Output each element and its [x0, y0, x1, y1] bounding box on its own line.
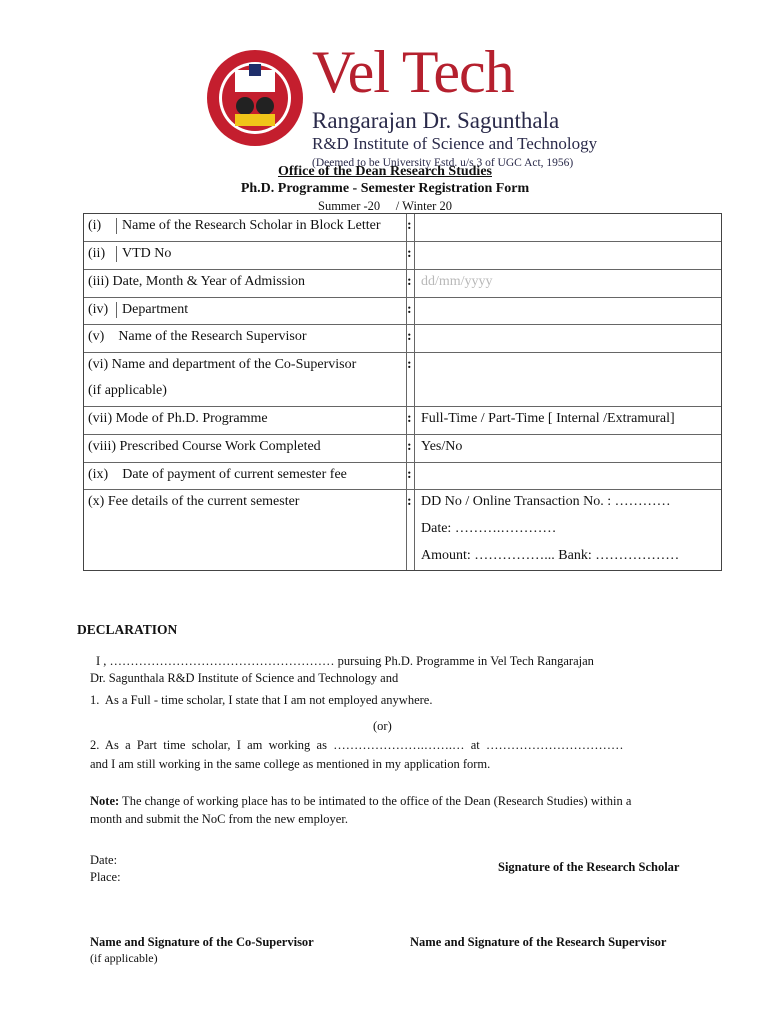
table-row — [84, 298, 721, 325]
table-row — [84, 270, 721, 298]
note-paragraph — [90, 794, 631, 809]
colon: : — [407, 218, 412, 233]
colon: : — [407, 357, 412, 372]
supervisor-signature-label: Name and Signature of the Research Supervisor — [410, 935, 667, 949]
brand-name: Vel Tech — [312, 39, 514, 105]
or-text: (or) — [373, 719, 392, 733]
mode-label: (vii) Mode of Ph.D. Programme — [88, 411, 268, 426]
supervisor-label: (v) Name of the Research Supervisor — [88, 329, 307, 344]
declaration-line-2: Dr. Sagunthala R&D Institute of Science and Technology and — [90, 671, 399, 685]
department-label: Department — [122, 302, 189, 317]
table-row — [84, 214, 721, 242]
colon: : — [407, 246, 412, 261]
note-text-cont: month and submit the NoC from the new employer. — [90, 812, 348, 826]
office-heading: Office of the Dean Research Studies — [278, 164, 492, 179]
table-row — [84, 353, 721, 407]
transaction-no-field[interactable]: DD No / Online Transaction No. : ………… — [421, 494, 671, 509]
co-supervisor-signature-label: Name and Signature of the Co-Supervisor — [90, 935, 314, 949]
amount-bank-field[interactable]: Amount: ……………... Bank: ……………… — [421, 548, 680, 563]
scholar-name-label: Name of the Research Scholar in Block Letter — [122, 218, 381, 233]
table-row — [84, 242, 721, 270]
fee-details-label: (x) Fee details of the current semester — [88, 494, 300, 509]
declaration-heading: DECLARATION — [77, 622, 178, 637]
colon: : — [407, 494, 412, 509]
colon: : — [407, 329, 412, 344]
university-seal-logo — [205, 48, 305, 148]
mode-field[interactable]: Full-Time / Part-Time [ Internal /Extramural] — [421, 411, 675, 426]
row-number: (i) — [88, 218, 117, 234]
if-applicable-note: (if applicable) — [90, 951, 158, 965]
colon: : — [407, 274, 412, 289]
part-time-statement-cont: and I am still working in the same college as mentioned in my application form. — [90, 757, 491, 771]
fee-date-label: (ix) Date of payment of current semester fee — [88, 467, 347, 482]
row-number: (ii) — [88, 246, 117, 262]
table-row — [84, 407, 721, 435]
table-row — [84, 490, 721, 570]
table-row — [84, 435, 721, 463]
form-title: Ph.D. Programme - Semester Registration Form — [240, 181, 530, 196]
brand-line-2: R&D Institute of Science and Technology — [312, 134, 598, 153]
scholar-signature-label: Signature of the Research Scholar — [498, 860, 680, 874]
registration-table — [83, 213, 722, 571]
brand-line-1: Rangarajan Dr. Sagunthala — [312, 108, 560, 133]
colon: : — [407, 467, 412, 482]
admission-date-field[interactable]: dd/mm/yyyy — [421, 274, 493, 289]
note-text: The change of working place has to be intimated to the office of the Dean (Research Studies) within a — [119, 794, 632, 808]
session-line: Summer -20 / Winter 20 — [318, 199, 452, 213]
fee-date-detail-field[interactable]: Date: ……….………… — [421, 521, 557, 536]
coursework-field[interactable]: Yes/No — [421, 439, 463, 454]
colon: : — [407, 439, 412, 454]
brand-line-3: (Deemed to be University Estd. u/s 3 of UGC Act, 1956) — [312, 157, 574, 169]
full-time-statement: 1. As a Full - time scholar, I state that I am not employed anywhere. — [90, 693, 433, 707]
colon: : — [407, 302, 412, 317]
coursework-label: (viii) Prescribed Course Work Completed — [88, 439, 321, 454]
co-supervisor-note: (if applicable) — [88, 383, 167, 398]
table-row — [84, 463, 721, 490]
table-row — [84, 325, 721, 353]
vtd-no-label: VTD No — [122, 246, 172, 261]
admission-date-label: (iii) Date, Month & Year of Admission — [88, 274, 305, 289]
colon: : — [407, 411, 412, 426]
declaration-line-1: I , ……………………………………………… pursuing Ph.D. Programme in Vel Tech Rangarajan — [96, 654, 594, 668]
place-label: Place: — [90, 870, 121, 884]
date-label: Date: — [90, 853, 118, 867]
co-supervisor-label: (vi) Name and department of the Co-Supervisor — [88, 357, 357, 372]
part-time-statement: 2. As a Part time scholar, I am working as ………………….…….… at …………………………… — [90, 738, 624, 752]
note-label: Note: — [90, 794, 120, 808]
row-number: (iv) — [88, 302, 117, 318]
